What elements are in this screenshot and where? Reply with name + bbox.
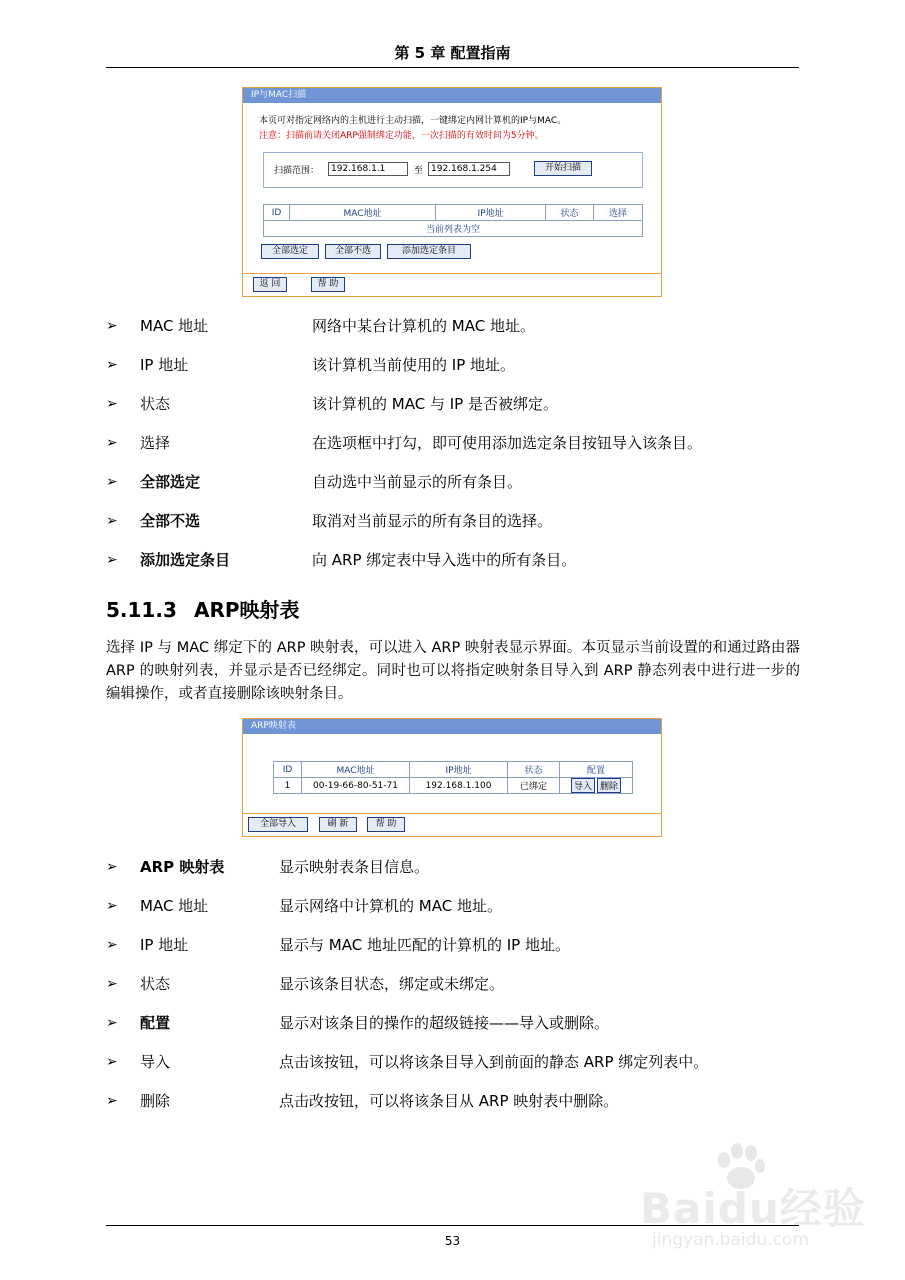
scan-range-label: 扫描范围： — [274, 166, 320, 176]
arp-panel-title: ARP映射表 — [243, 719, 661, 734]
help-button[interactable]: 帮 助 — [311, 277, 345, 292]
definition-item — [106, 973, 806, 995]
watermark-url: jingyan.baidu.com — [652, 1230, 809, 1250]
definition-term: 状态 — [140, 975, 171, 993]
definition-item — [106, 1012, 806, 1034]
definition-description: 向 ARP 绑定表中导入选中的所有条目。 — [312, 551, 577, 569]
definition-term: 导入 — [140, 1053, 171, 1071]
arp-help-button[interactable]: 帮 助 — [367, 817, 405, 832]
arp-col-status: 状态 — [508, 762, 560, 778]
definition-description: 显示映射表条目信息。 — [279, 858, 430, 876]
scan-note: 本页可对指定网络内的主机进行主动扫描，一键绑定内网计算机的IP与MAC。 — [259, 116, 567, 126]
definition-description: 显示网络中计算机的 MAC 地址。 — [279, 897, 502, 915]
select-none-button[interactable]: 全部不选 — [325, 244, 381, 259]
definition-description: 显示对该条目的操作的超级链接——导入或删除。 — [279, 1014, 610, 1032]
definition-term: 添加选定条目 — [140, 551, 231, 569]
definition-term: ARP 映射表 — [140, 858, 225, 876]
arp-row-config — [560, 778, 633, 794]
baidu-watermark — [640, 1158, 870, 1258]
col-id: ID — [264, 205, 290, 221]
arp-map-panel — [242, 718, 662, 837]
scan-panel-title: IP与MAC扫描 — [243, 88, 661, 103]
select-all-button[interactable]: 全部选定 — [261, 244, 319, 259]
definition-item — [106, 895, 806, 917]
scan-warning: 注意：扫描前请关闭ARP强制绑定功能，一次扫描的有效时间为5分钟。 — [259, 131, 544, 141]
watermark-brand: Baidu经验 — [640, 1184, 866, 1233]
definition-item — [106, 1051, 806, 1073]
arrow-bullet-icon: ➢ — [106, 357, 118, 373]
ip-mac-scan-panel — [242, 87, 662, 297]
col-ip: IP地址 — [436, 205, 546, 221]
definition-description: 自动选中当前显示的所有条目。 — [312, 473, 523, 491]
section-number: 5.11.3 — [106, 598, 177, 622]
back-button[interactable]: 返 回 — [253, 277, 287, 292]
definition-description: 该计算机的 MAC 与 IP 是否被绑定。 — [312, 395, 558, 413]
page-number: 53 — [444, 1234, 461, 1248]
delete-button[interactable]: 删除 — [597, 778, 621, 793]
definition-item — [106, 856, 806, 878]
arp-col-id: ID — [274, 762, 302, 778]
arp-col-config: 配置 — [560, 762, 633, 778]
empty-list-text: 当前列表为空 — [264, 221, 643, 237]
definition-term: MAC 地址 — [140, 897, 209, 915]
definition-term: 全部不选 — [140, 512, 201, 530]
definition-item — [106, 934, 806, 956]
arp-col-ip: IP地址 — [410, 762, 508, 778]
arrow-bullet-icon: ➢ — [106, 937, 118, 953]
arrow-bullet-icon: ➢ — [106, 318, 118, 334]
arrow-bullet-icon: ➢ — [106, 1015, 118, 1031]
arrow-bullet-icon: ➢ — [106, 1054, 118, 1070]
definition-item — [106, 510, 806, 532]
col-status: 状态 — [546, 205, 594, 221]
arp-row-id: 1 — [274, 778, 302, 794]
scan-start-input[interactable]: 192.168.1.1 — [328, 162, 408, 176]
start-scan-button[interactable]: 开始扫描 — [534, 161, 592, 176]
section-heading — [106, 594, 300, 623]
definition-term: 配置 — [140, 1014, 171, 1032]
scan-range-box — [263, 152, 643, 188]
arrow-bullet-icon: ➢ — [106, 898, 118, 914]
definition-description: 显示与 MAC 地址匹配的计算机的 IP 地址。 — [279, 936, 570, 954]
scan-range-to: 至 — [414, 166, 424, 176]
definition-description: 点击该按钮，可以将该条目导入到前面的静态 ARP 绑定列表中。 — [279, 1053, 709, 1071]
arrow-bullet-icon: ➢ — [106, 513, 118, 529]
arp-col-mac: MAC地址 — [302, 762, 410, 778]
definition-description: 点击改按钮，可以将该条目从 ARP 映射表中删除。 — [279, 1092, 619, 1110]
definition-item — [106, 549, 806, 571]
definition-term: MAC 地址 — [140, 317, 209, 335]
arp-row-status: 已绑定 — [508, 778, 560, 794]
arp-table — [273, 761, 633, 794]
arp-panel-footer — [243, 813, 661, 836]
definition-term: 全部选定 — [140, 473, 201, 491]
definition-term: 状态 — [140, 395, 171, 413]
definition-description: 取消对当前显示的所有条目的选择。 — [312, 512, 553, 530]
definition-term: 删除 — [140, 1092, 171, 1110]
header-divider — [106, 67, 799, 68]
definition-term: IP 地址 — [140, 356, 189, 374]
refresh-button[interactable]: 刷 新 — [319, 817, 357, 832]
definition-item — [106, 471, 806, 493]
arrow-bullet-icon: ➢ — [106, 859, 118, 875]
scan-end-input[interactable]: 192.168.1.254 — [428, 162, 510, 176]
definition-description: 显示该条目状态，绑定或未绑定。 — [279, 975, 505, 993]
definition-item — [106, 354, 806, 376]
scan-result-table — [263, 204, 643, 237]
arrow-bullet-icon: ➢ — [106, 976, 118, 992]
arp-row-mac: 00-19-66-80-51-71 — [302, 778, 410, 794]
definition-term: 选择 — [140, 434, 171, 452]
definition-item — [106, 1090, 806, 1112]
arrow-bullet-icon: ➢ — [106, 435, 118, 451]
col-select: 选择 — [594, 205, 643, 221]
definition-item — [106, 393, 806, 415]
definition-description: 网络中某台计算机的 MAC 地址。 — [312, 317, 535, 335]
add-selected-button[interactable]: 添加选定条目 — [387, 244, 471, 259]
definition-term: IP 地址 — [140, 936, 189, 954]
scan-panel-footer — [243, 273, 661, 296]
definition-item — [106, 432, 806, 454]
arrow-bullet-icon: ➢ — [106, 552, 118, 568]
arrow-bullet-icon: ➢ — [106, 1093, 118, 1109]
section-title: ARP映射表 — [194, 598, 300, 622]
col-mac: MAC地址 — [290, 205, 436, 221]
section-intro: 选择 IP 与 MAC 绑定下的 ARP 映射表，可以进入 ARP 映射表显示界面。本页显示当前设置的和通过路由器 ARP 的映射列表，并显示是否已经绑定。同时也可以将指定映射条目导入到 ARP 静态列表中进行进一步的编辑操作，或者直接删除该映射条目。 — [106, 640, 800, 702]
chapter-header: 第 5 章 配置指南 — [394, 44, 511, 62]
arrow-bullet-icon: ➢ — [106, 396, 118, 412]
definition-description: 该计算机当前使用的 IP 地址。 — [312, 356, 516, 374]
arp-row-ip: 192.168.1.100 — [410, 778, 508, 794]
definition-item — [106, 315, 806, 337]
import-all-button[interactable]: 全部导入 — [248, 817, 308, 832]
import-button[interactable]: 导入 — [571, 778, 595, 793]
definition-description: 在选项框中打勾，即可使用添加选定条目按钮导入该条目。 — [312, 434, 703, 452]
arrow-bullet-icon: ➢ — [106, 474, 118, 490]
